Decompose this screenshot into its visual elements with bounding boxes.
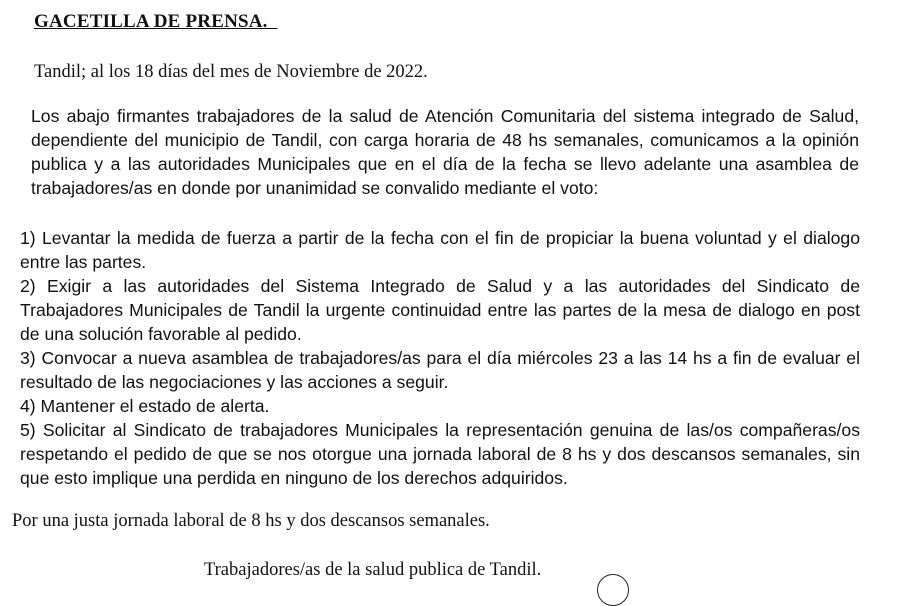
intro-paragraph: Los abajo firmantes trabajadores de la salud de Atención Comunitaria del sistema integrado de Salud, dependiente del municipio de Tandil, con carga horaria de 48 hs semanales, comunicamos a la opinión publica y a las autoridades Municipales que en el día de la fecha se llevo adelante una asamblea de trabajadores/as en donde por unanimidad se convalido mediante el voto: xyxy=(31,106,859,198)
closing-line: Por una justa jornada laboral de 8 hs y dos descansos semanales. xyxy=(12,511,490,531)
resolution-list xyxy=(20,226,860,490)
list-item: 5) Solicitar al Sindicato de trabajadores Municipales la representación genuina de las/os compañeras/os respetando el pedido de que se nos otorgue una jornada laboral de 8 hs y dos descansos semanales, sin que esto implique una perdida en ninguno de los derechos adquiridos. xyxy=(20,420,860,488)
signature-line: Trabajadores/as de la salud publica de Tandil. xyxy=(204,560,542,580)
list-item: 4) Mantener el estado de alerta. xyxy=(20,396,270,416)
list-item: 1) Levantar la medida de fuerza a partir de la fecha con el fin de propiciar la buena voluntad y el dialogo entre las partes. xyxy=(20,228,860,272)
list-item: 2) Exigir a las autoridades del Sistema Integrado de Salud y a las autoridades del Sindicato de Trabajadores Municipales de Tandil la urgente continuidad entre las partes de la mesa de dialogo en post de una solución favorable al pedido. xyxy=(20,276,860,344)
date-line: Tandil; al los 18 días del mes de Noviembre de 2022. xyxy=(34,62,428,82)
document-title: GACETILLA DE PRENSA. xyxy=(34,11,278,32)
stamp-circle-icon xyxy=(597,574,629,606)
list-item: 3) Convocar a nueva asamblea de trabajadores/as para el día miércoles 23 a las 14 hs a fin de evaluar el resultado de las negociaciones y las acciones a seguir. xyxy=(20,348,860,392)
